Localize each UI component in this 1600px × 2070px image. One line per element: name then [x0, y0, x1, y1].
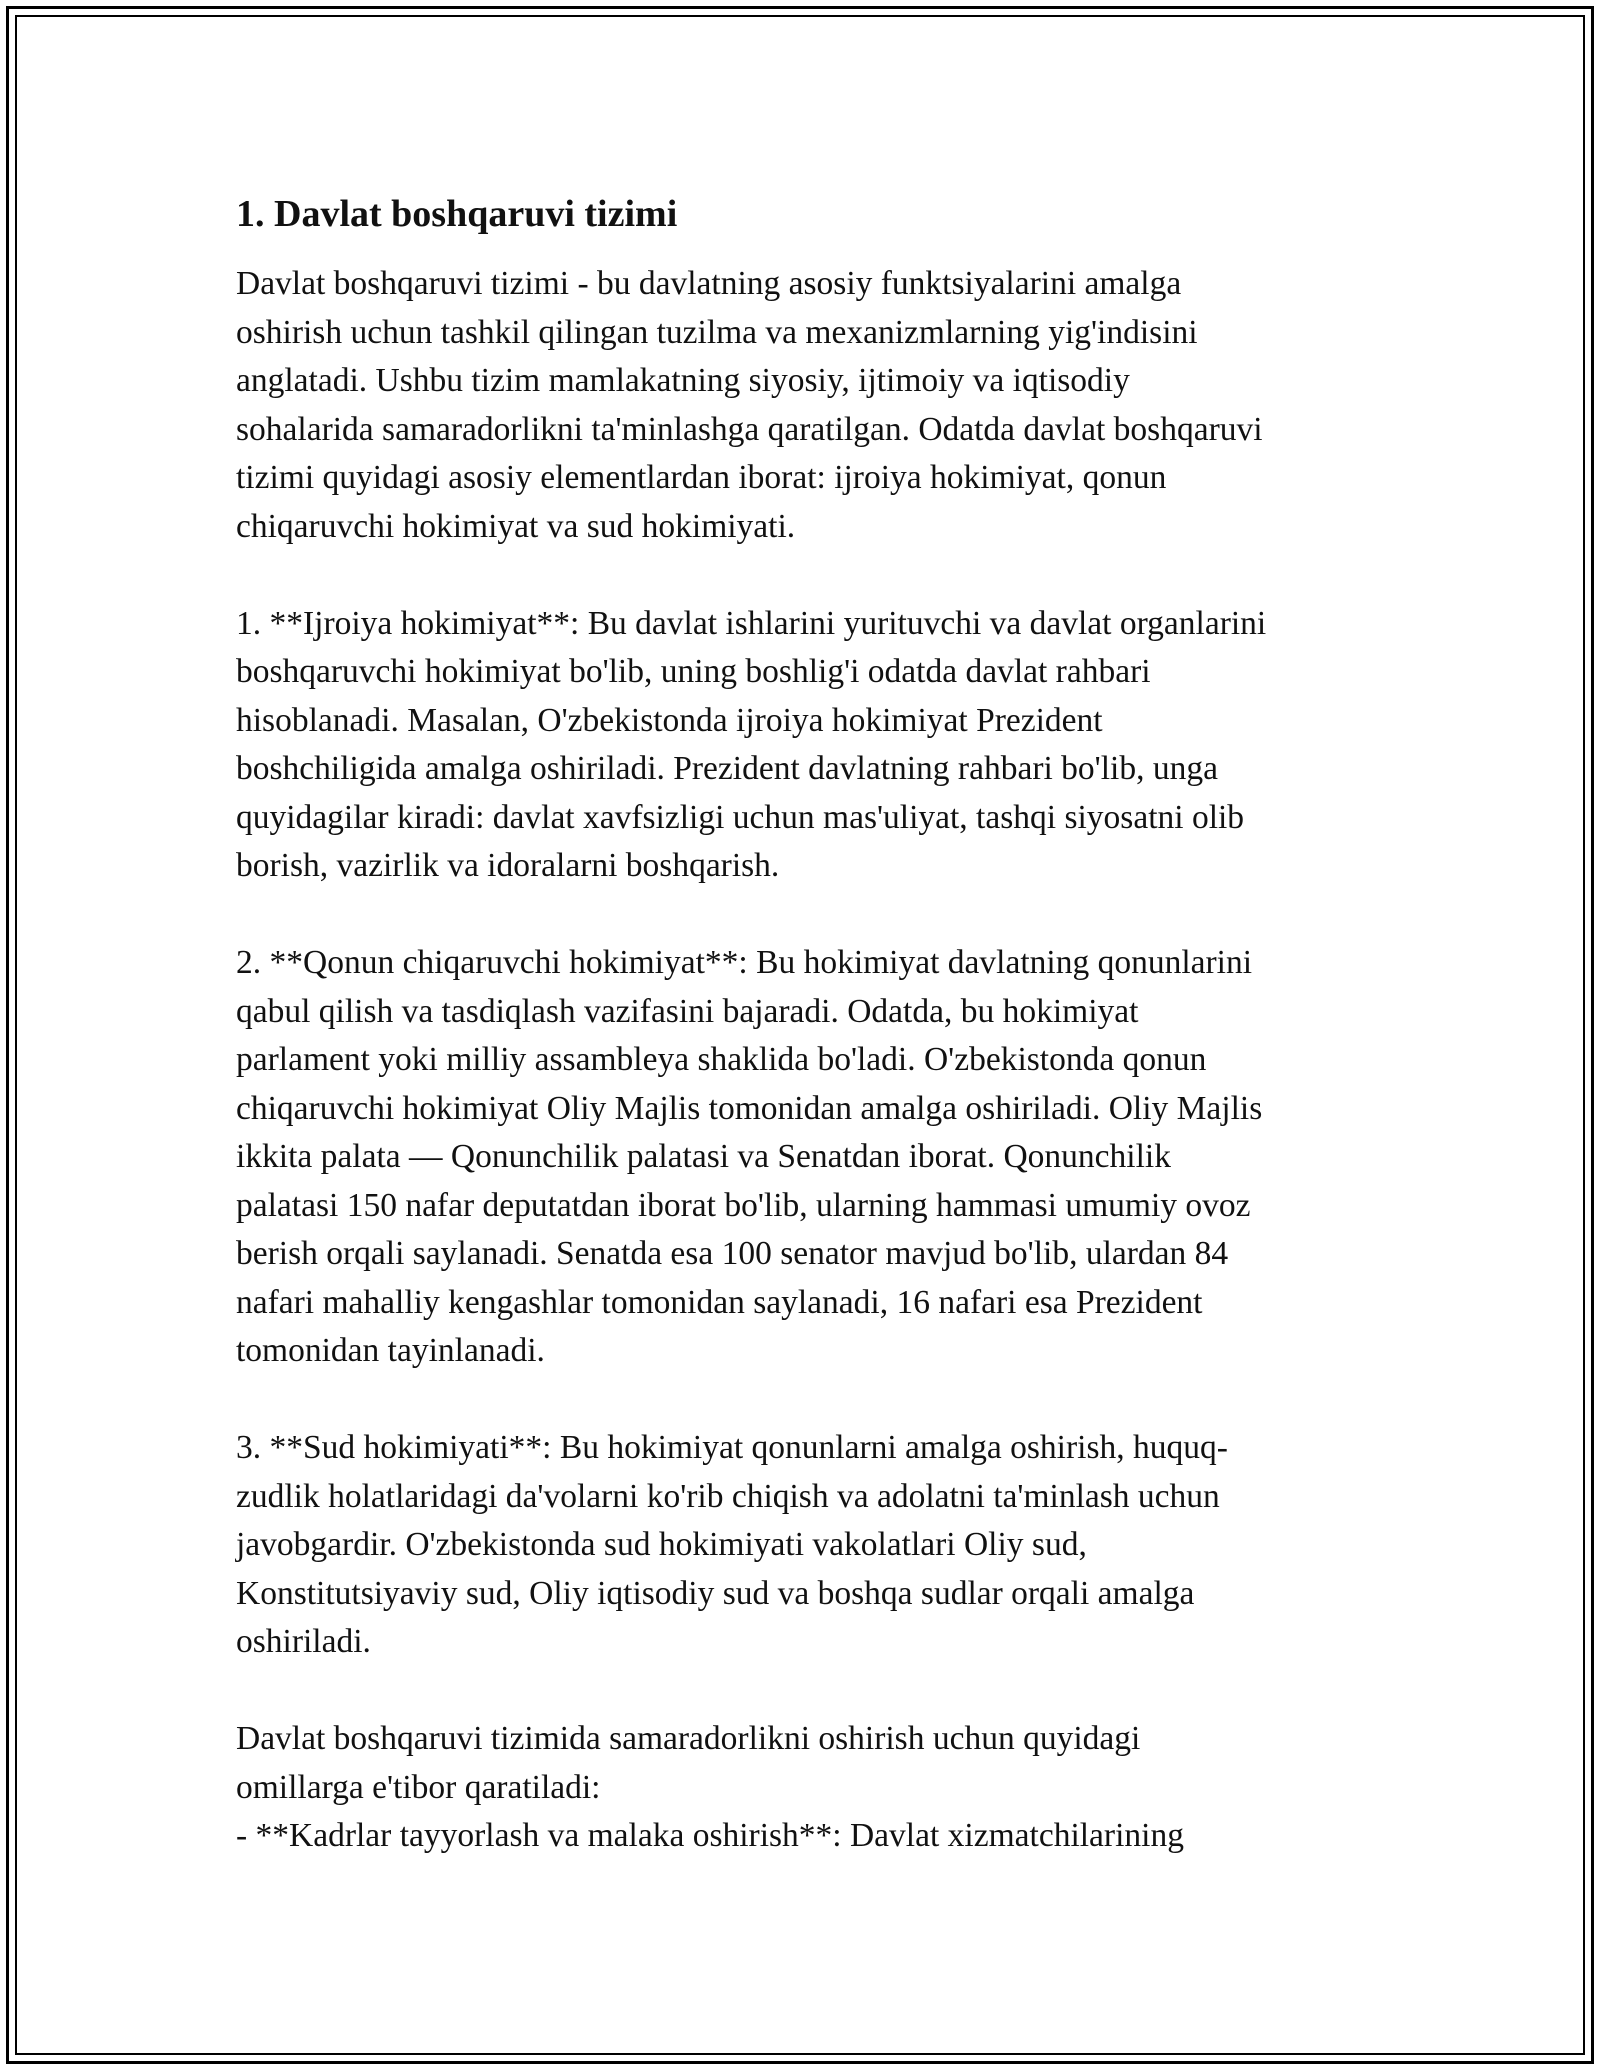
text-line: boshchiligida amalga oshiriladi. Prezident davlatning rahbari bo'lib, unga — [236, 750, 1218, 787]
section-title: 1. Davlat boshqaruvi tizimi — [236, 193, 678, 235]
text-line: oshiriladi. — [236, 1623, 371, 1660]
text-line: boshqaruvchi hokimiyat bo'lib, uning boshlig'i odatda davlat rahbari — [236, 653, 1151, 690]
efficiency-paragraph — [236, 1715, 1386, 1861]
text-line: sohalarida samaradorlikni ta'minlashga qaratilgan. Odatda davlat boshqaruvi — [236, 410, 1263, 448]
text-line: quyidagilar kiradi: davlat xavfsizligi uchun mas'uliyat, tashqi siyosatni olib — [236, 798, 1245, 836]
text-line: 3. **Sud hokimiyati**: Bu hokimiyat qonunlarni amalga oshirish, huquq- — [236, 1429, 1228, 1466]
text-line: parlament yoki milliy assambleya shaklida bo'ladi. O'zbekistonda qonun — [236, 1041, 1207, 1078]
text-line: 1. **Ijroiya hokimiyat**: Bu davlat ishlarini yurituvchi va davlat organlarini — [236, 604, 1267, 642]
text-line: zudlik holatlaridagi da'volarni ko'rib chiqish va adolatni ta'minlash uchun — [236, 1477, 1220, 1515]
text-line: Davlat boshqaruvi tizimida samaradorlikni oshirish uchun quyidagi — [236, 1720, 1141, 1757]
list-item: - **Kadrlar tayyorlash va malaka oshirish**: Davlat xizmatchilarining — [236, 1817, 1184, 1854]
text-line: palatasi 150 nafar deputatdan iborat bo'lib, ularning hammasi umumiy ovoz — [236, 1186, 1251, 1224]
executive-power-paragraph — [236, 600, 1386, 891]
text-line: qabul qilish va tasdiqlash vazifasini bajaradi. Odatda, bu hokimiyat — [236, 992, 1139, 1030]
text-line: hisoblanadi. Masalan, O'zbekistonda ijroiya hokimiyat Prezident — [236, 701, 1103, 739]
document-body — [236, 190, 1386, 1861]
intro-paragraph — [236, 260, 1386, 551]
text-line: nafari mahalliy kengashlar tomonidan saylanadi, 16 nafari esa Prezident — [236, 1283, 1203, 1321]
text-line: tizimi quyidagi asosiy elementlardan iborat: ijroiya hokimiyat, qonun — [236, 459, 1167, 496]
text-line: chiqaruvchi hokimiyat va sud hokimiyati. — [236, 507, 796, 545]
text-line: borish, vazirlik va idoralarni boshqarish. — [236, 847, 780, 884]
text-line: anglatadi. Ushbu tizim mamlakatning siyosiy, ijtimoiy va iqtisodiy — [236, 362, 1130, 399]
text-line: 2. **Qonun chiqaruvchi hokimiyat**: Bu hokimiyat davlatning qonunlarini — [236, 944, 1253, 981]
text-line: omillarga e'tibor qaratiladi: — [236, 1768, 601, 1806]
text-line: oshirish uchun tashkil qilingan tuzilma va mexanizmlarning yig'indisini — [236, 313, 1198, 351]
text-line: chiqaruvchi hokimiyat Oliy Majlis tomonidan amalga oshiriladi. Oliy Majlis — [236, 1089, 1263, 1127]
legislative-power-paragraph — [236, 939, 1386, 1376]
text-line: Davlat boshqaruvi tizimi - bu davlatning asosiy funktsiyalarini amalga — [236, 265, 1182, 302]
text-line: Konstitutsiyaviy sud, Oliy iqtisodiy sud va boshqa sudlar orqali amalga — [236, 1574, 1195, 1612]
text-line: berish orqali saylanadi. Senatda esa 100 senator mavjud bo'lib, ulardan 84 — [236, 1235, 1229, 1272]
judicial-power-paragraph — [236, 1424, 1386, 1667]
text-line: javobgardir. O'zbekistonda sud hokimiyati vakolatlari Oliy sud, — [236, 1526, 1087, 1563]
text-line: ikkita palata — Qonunchilik palatasi va Senatdan iborat. Qonunchilik — [236, 1138, 1171, 1175]
text-line: tomonidan tayinlanadi. — [236, 1332, 545, 1369]
